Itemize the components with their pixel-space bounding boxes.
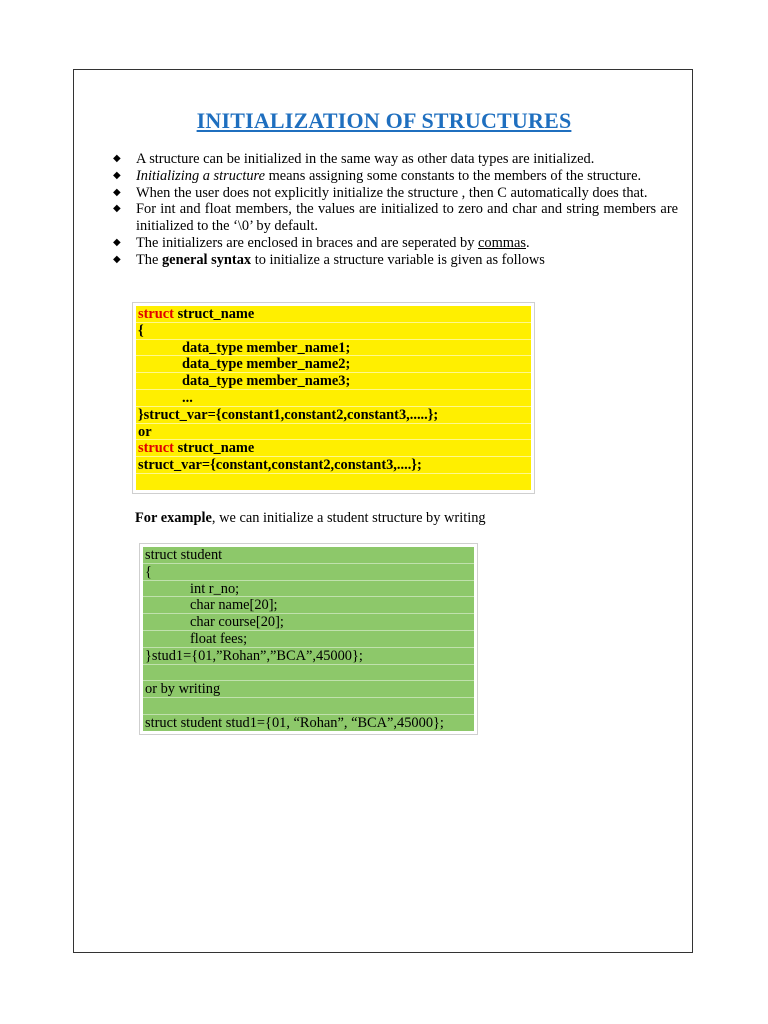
diamond-bullet-icon: ◆	[113, 203, 121, 215]
bullet-text: to initialize a structure variable is given as follows	[251, 251, 545, 268]
syntax-code-box	[132, 302, 535, 494]
diamond-bullet-icon: ◆	[113, 253, 121, 265]
code-text: struct_name	[173, 440, 255, 457]
code-line: struct student stud1={01, “Rohan”, “BCA”,45000};	[143, 715, 474, 732]
struct-keyword: struct	[138, 306, 174, 322]
list-item	[113, 252, 678, 269]
bullet-text: When the user does not explicitly initialize the structure , then C automatically does that.	[136, 184, 648, 201]
code-line: or by writing	[143, 681, 474, 698]
code-line: {	[143, 564, 474, 581]
list-item	[113, 201, 678, 235]
code-line: data_type member_name2;	[136, 356, 531, 373]
code-line: or	[136, 424, 531, 441]
code-line	[136, 440, 531, 457]
diamond-bullet-icon: ◆	[113, 236, 121, 248]
code-line: data_type member_name3;	[136, 373, 531, 390]
code-line	[143, 665, 474, 682]
code-line: int r_no;	[143, 581, 474, 598]
example-text: , we can initialize a student structure by writing	[211, 510, 486, 526]
code-line: data_type member_name1;	[136, 340, 531, 357]
list-item	[113, 168, 678, 185]
example-bold-text: For example	[135, 510, 212, 526]
bullet-text: The initializers are enclosed in braces and are seperated by	[136, 234, 479, 251]
list-item	[113, 185, 678, 202]
bullet-text: For int and float members, the values are initialized to zero and char and string members are initialized to the ‘\0’ by default.	[136, 201, 678, 235]
example-code-inner	[143, 547, 474, 731]
bullet-text: A structure can be initialized in the same way as other data types are initialized.	[136, 151, 595, 167]
struct-keyword: struct	[138, 440, 174, 457]
code-text: struct_name	[173, 306, 255, 322]
bullet-italic-text: Initializing a structure	[136, 167, 265, 184]
page-title: INITIALIZATION OF STRUCTURES	[196, 108, 572, 133]
example-intro	[135, 510, 486, 527]
bullet-underlined-text: commas	[478, 234, 526, 251]
code-line: }stud1={01,”Rohan”,”BCA”,45000};	[143, 648, 474, 665]
diamond-bullet-icon: ◆	[113, 169, 121, 181]
diamond-bullet-icon: ◆	[113, 186, 121, 198]
code-line: }struct_var={constant1,constant2,constant3,.....};	[136, 407, 531, 424]
code-line	[143, 698, 474, 715]
bullet-list	[113, 151, 678, 269]
code-line: char name[20];	[143, 597, 474, 614]
list-item	[113, 151, 678, 168]
example-code-box	[139, 543, 478, 735]
code-line	[136, 306, 531, 323]
list-item	[113, 235, 678, 252]
code-line: {	[136, 323, 531, 340]
syntax-code-inner	[136, 306, 531, 490]
bullet-text: The	[136, 251, 162, 268]
code-line: char course[20];	[143, 614, 474, 631]
bullet-text: means assigning some constants to the members of the structure.	[264, 167, 642, 184]
bullet-bold-text: general syntax	[161, 251, 252, 268]
code-line: ...	[136, 390, 531, 407]
code-line: float fees;	[143, 631, 474, 648]
diamond-bullet-icon: ◆	[113, 153, 121, 164]
bullet-text: .	[525, 234, 530, 251]
code-line: struct student	[143, 547, 474, 564]
code-line: struct_var={constant,constant2,constant3,....};	[136, 457, 531, 474]
